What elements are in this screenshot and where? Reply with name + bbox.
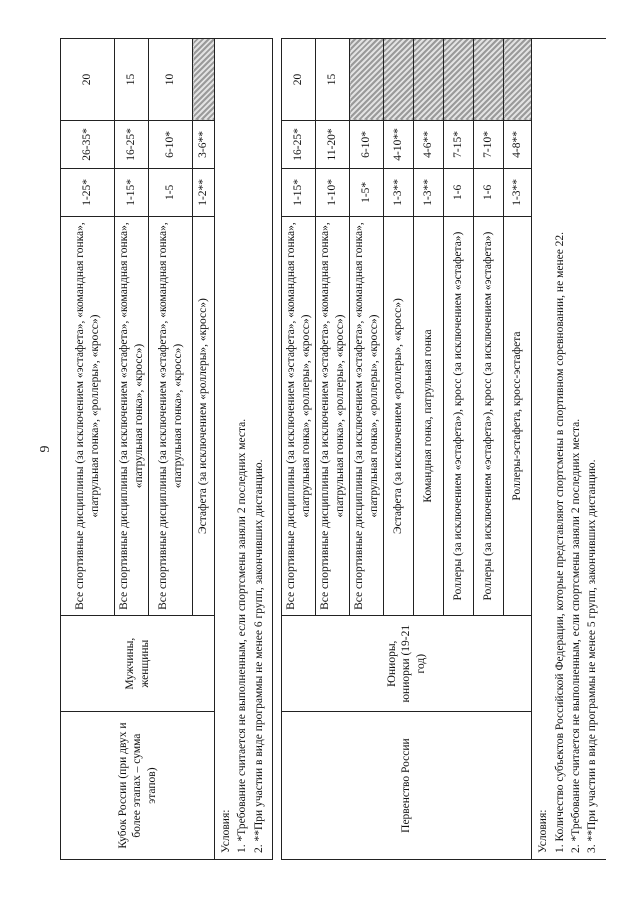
group-cup: Мужчины, женщины (61, 616, 215, 712)
table-row (282, 39, 316, 860)
conditions-row (532, 39, 606, 860)
shaded-cell (444, 39, 474, 121)
discipline-cell: Все спортивные дисциплины (за исключением «эстафета», «командная гонка», «патрульная гонка», «роллеры», «кросс») (316, 216, 350, 615)
shaded-cell (384, 39, 414, 121)
value-cell: 4-6** (414, 120, 444, 168)
value-cell: 10 (149, 39, 193, 121)
value-cell: 1-3** (414, 168, 444, 216)
discipline-cell: Все спортивные дисциплины (за исключением «эстафета», «командная гонка», «патрульная гонка», «кросс») (115, 216, 149, 615)
conditions-championship (532, 39, 606, 860)
competition-name-cup: Кубок России (при двух и более этапах – сумма этапов) (61, 712, 215, 860)
discipline-cell: Все спортивные дисциплины (за исключением «эстафета», «командная гонка», «патрульная гонка», «роллеры», «кросс») (61, 216, 115, 615)
shaded-cell (350, 39, 384, 121)
value-cell: 1-15* (115, 168, 149, 216)
value-cell: 1-3** (504, 168, 532, 216)
value-cell: 1-6 (444, 168, 474, 216)
condition-line: Условия: (537, 809, 550, 853)
value-cell: 6-10* (350, 120, 384, 168)
value-cell: 15 (316, 39, 350, 121)
discipline-cell: Эстафета (за исключением «роллеры», «кросс») (193, 216, 215, 615)
page-number: 9 (38, 445, 53, 453)
condition-line: 2. *Требование считается не выполненным, если спортсмены заняли 2 последних места. (569, 418, 582, 853)
value-cell: 1-2** (193, 168, 215, 216)
value-cell: 1-25* (61, 168, 115, 216)
conditions-row (215, 39, 273, 860)
discipline-cell: Эстафета (за исключением «роллеры», «кросс») (384, 216, 414, 615)
discipline-cell: Все спортивные дисциплины (за исключением «эстафета», «командная гонка», «патрульная гонка», «роллеры», «кросс») (282, 216, 316, 615)
value-cell: 1-6 (474, 168, 504, 216)
condition-line: 3. **При участии в виде программы не менее 5 групп, закончивших дистанцию. (586, 459, 599, 853)
value-cell: 20 (61, 39, 115, 121)
value-cell: 26-35* (61, 120, 115, 168)
value-cell: 6-10* (149, 120, 193, 168)
value-cell: 4-10** (384, 120, 414, 168)
condition-line: 1. *Требование считается не выполненным, если спортсмены заняли 2 последних места. (236, 418, 249, 853)
condition-line: Условия: (220, 809, 232, 853)
discipline-cell: Все спортивные дисциплины (за исключением «эстафета», «командная гонка», «патрульная гонка», «роллеры», «кросс») (350, 216, 384, 615)
condition-line: 1. Количество субъектов Российской Федерации, которые представляют спортсмены в спортивном соревновании, не менее 22. (553, 231, 566, 853)
value-cell: 16-25* (282, 120, 316, 168)
discipline-cell: Роллеры-эстафета, кросс-эстафета (504, 216, 532, 615)
value-cell: 3-6** (193, 120, 215, 168)
value-cell: 11-20* (316, 120, 350, 168)
discipline-cell: Командная гонка, патрульная гонка (414, 216, 444, 615)
requirements-table (60, 38, 606, 860)
value-cell: 16-25* (115, 120, 149, 168)
rotated-document (38, 38, 599, 860)
value-cell: 7-10* (474, 120, 504, 168)
shaded-cell (474, 39, 504, 121)
shaded-cell (414, 39, 444, 121)
value-cell: 4-8** (504, 120, 532, 168)
value-cell: 1-5* (350, 168, 384, 216)
competition-name-championship: Первенство России (282, 712, 532, 860)
condition-line: 2. **При участии в виде программы не менее 6 групп, закончивших дистанцию. (252, 459, 265, 853)
value-cell: 7-15* (444, 120, 474, 168)
value-cell: 1-15* (282, 168, 316, 216)
table-row (61, 39, 115, 860)
conditions-cup (215, 39, 273, 860)
shaded-cell (193, 39, 215, 121)
shaded-cell (504, 39, 532, 121)
discipline-cell: Роллеры (за исключением «эстафета»), кросс (за исключением «эстафета») (474, 216, 504, 615)
value-cell: 1-10* (316, 168, 350, 216)
discipline-cell: Все спортивные дисциплины (за исключением «эстафета», «командная гонка», «патрульная гонка», «кросс») (149, 216, 193, 615)
value-cell: 1-3** (384, 168, 414, 216)
group-championship: Юниоры, юниорки (19-21 год) (282, 616, 532, 712)
value-cell: 1-5 (149, 168, 193, 216)
section-gap (273, 39, 282, 860)
value-cell: 15 (115, 39, 149, 121)
value-cell: 20 (282, 39, 316, 121)
discipline-cell: Роллеры (за исключением «эстафета»), кросс (за исключением «эстафета») (444, 216, 474, 615)
